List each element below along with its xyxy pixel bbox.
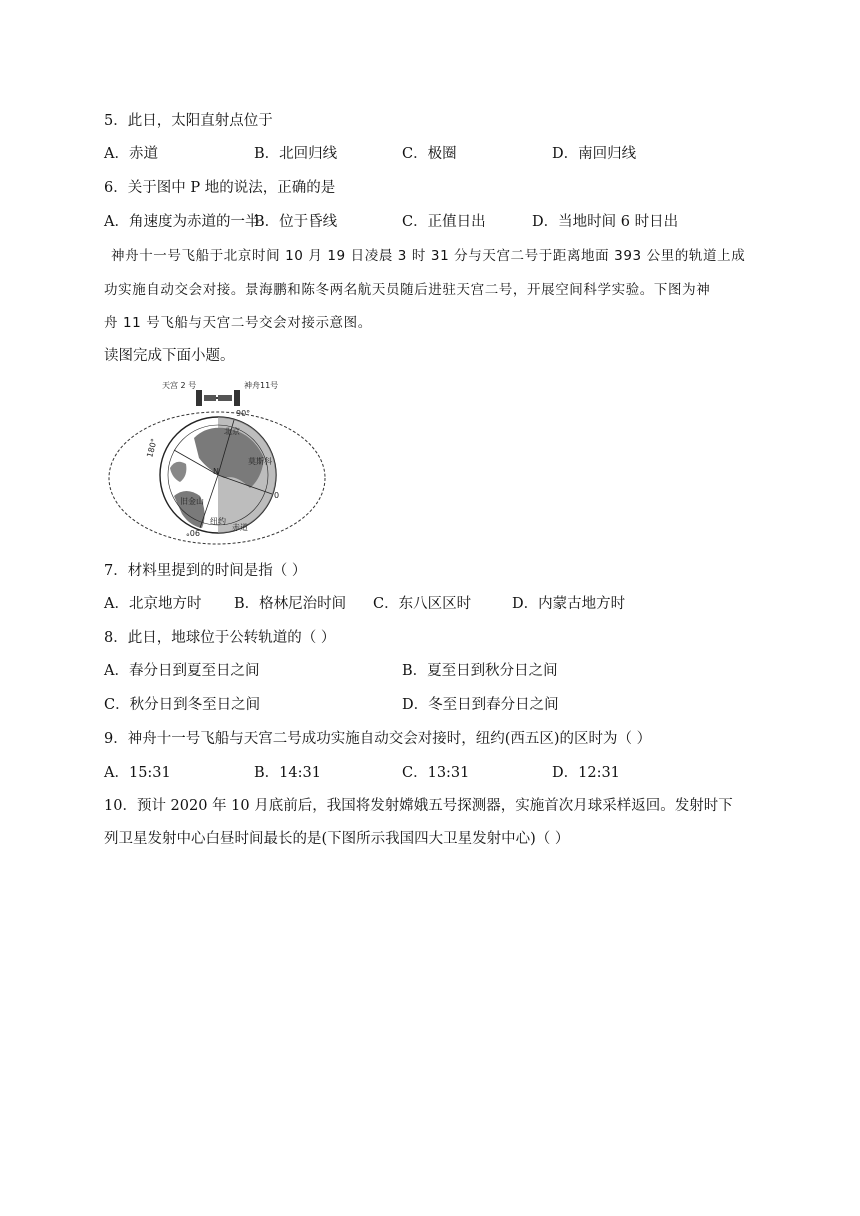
q8-option-c: C．秋分日到冬至日之间	[104, 697, 261, 713]
q6-option-c: C．正值日出	[402, 214, 486, 230]
q6-option-d: D．当地时间 6 时日出	[532, 214, 679, 230]
q5-option-c: C．极圈	[402, 146, 457, 162]
q8-option-b: B．夏至日到秋分日之间	[402, 663, 558, 679]
q9-option-a: A．15:31	[104, 765, 171, 781]
label-90w: 90°	[185, 528, 200, 537]
label-ny: 纽约	[210, 517, 226, 526]
question-5-stem: 5．此日，太阳直射点位于	[104, 113, 273, 129]
label-90e: 90°	[236, 409, 251, 418]
q5-option-b: B．北回归线	[254, 146, 338, 162]
question-10-line-1: 10．预计 2020 年 10 月底前后，我国将发射嫦娥五号探测器，实施首次月球采样返回。发射时下	[104, 798, 733, 814]
question-6-stem: 6．关于图中 P 地的说法，正确的是	[104, 180, 336, 196]
docking-diagram-svg	[104, 378, 330, 550]
passage-line-1: 神舟十一号飞船于北京时间 10 月 19 日凌晨 3 时 31 分与天宫二号于距离地面 393 公里的轨道上成	[111, 248, 746, 264]
q8-option-a: A．春分日到夏至日之间	[104, 663, 260, 679]
label-180: 180°	[145, 437, 159, 459]
q9-option-b: B．14:31	[254, 765, 321, 781]
docking-diagram	[104, 378, 330, 550]
passage-instruction: 读图完成下面小题。	[104, 348, 235, 364]
q6-option-b: B．位于昏线	[254, 214, 338, 230]
label-north: N	[213, 467, 219, 476]
label-zero: 0	[274, 491, 280, 500]
question-10-line-2: 列卫星发射中心白昼时间最长的是(下图所示我国四大卫星发射中心)（ ）	[104, 831, 570, 847]
label-shenzhou: 神舟11号	[244, 381, 279, 390]
label-equator: 赤道	[232, 523, 248, 532]
q9-option-c: C．13:31	[402, 765, 470, 781]
q7-option-b: B．格林尼治时间	[234, 596, 347, 612]
label-beijing: 北京	[224, 427, 240, 436]
q8-option-d: D．冬至日到春分日之间	[402, 697, 559, 713]
passage-line-3: 舟 11 号飞船与天宫二号交会对接示意图。	[104, 315, 372, 331]
tiangong-2-spacecraft	[196, 390, 216, 406]
q7-option-d: D．内蒙古地方时	[512, 596, 626, 612]
passage-line-2: 功实施自动交会对接。景海鹏和陈冬两名航天员随后进驻天宫二号，开展空间科学实验。下图为神	[104, 282, 711, 298]
question-7-stem: 7．材料里提到的时间是指（ ）	[104, 563, 307, 579]
q7-option-a: A．北京地方时	[104, 596, 202, 612]
question-9-stem: 9．神舟十一号飞船与天宫二号成功实施自动交会对接时，纽约(西五区)的区时为（ ）	[104, 731, 652, 747]
shenzhou-11-spacecraft	[218, 390, 240, 406]
label-moscow: 莫斯科	[248, 457, 272, 466]
label-tiangong: 天宫 2 号	[162, 381, 197, 390]
q5-option-d: D．南回归线	[552, 146, 637, 162]
q6-option-a: A．角速度为赤道的一半	[104, 214, 260, 230]
question-8-stem: 8．此日，地球位于公转轨道的（ ）	[104, 630, 336, 646]
q7-option-c: C．东八区区时	[373, 596, 472, 612]
q5-option-a: A．赤道	[104, 146, 158, 162]
label-sf: 旧金山	[180, 497, 204, 506]
q9-option-d: D．12:31	[552, 765, 620, 781]
